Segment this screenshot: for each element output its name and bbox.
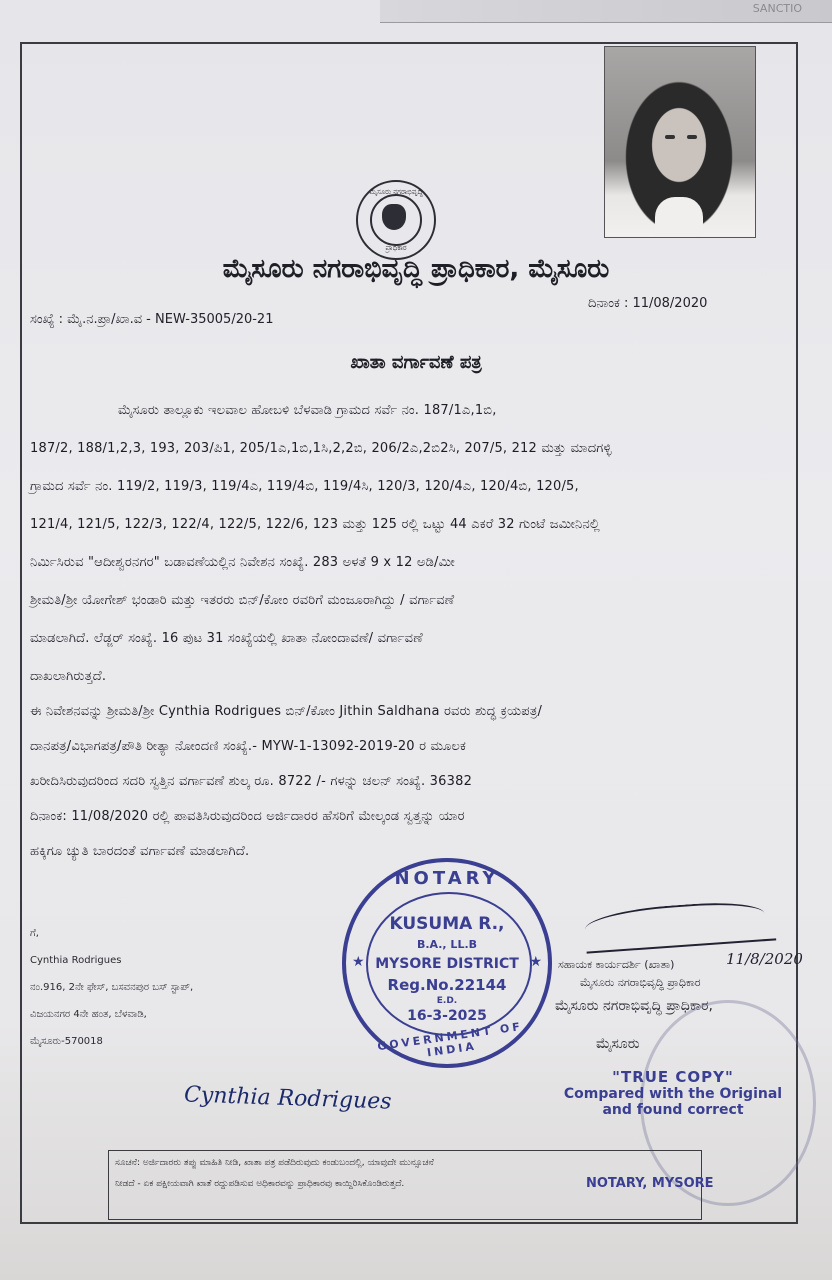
stamp-bottom-text: GOVERNMENT OF INDIA	[376, 1019, 524, 1060]
officer-city: ಮೈಸೂರು	[596, 1036, 640, 1052]
true-copy-title: "TRUE COPY"	[612, 1068, 734, 1086]
photo-eye	[687, 135, 697, 139]
notary-name: KUSUMA R.,	[389, 914, 505, 934]
applicant-photo	[604, 46, 756, 238]
applicant-address	[30, 920, 193, 1055]
paragraph-line: ಹಕ್ಕಿಗೂ ಚ್ಯುತಿ ಬಾರದಂತೆ ವರ್ಗಾವಣೆ ಮಾಡಲಾಗಿದೆ.	[30, 844, 250, 859]
applicant-signature: Cynthia Rodrigues	[183, 1082, 392, 1115]
paragraph-line: ಈ ನಿವೇಶನವನ್ನು ಶ್ರೀಮತಿ/ಶ್ರೀ Cynthia Rodrigues ಬಿನ್/ಕೋಂ Jithin Saldhana ರವರು ಶುದ್ಧ ಕ್ರಯಪತ್ರ/	[30, 704, 543, 719]
notary-district: MYSORE DISTRICT	[375, 956, 519, 972]
addressee-to: ಗೆ,	[30, 928, 39, 939]
paragraph-line: 187/2, 188/1,2,3, 193, 203/ಪಿ1, 205/1ಎ,1ಬಿ,1ಸಿ,2,2ಬಿ, 206/2ಎ,2ಬಿ2ಸಿ, 207/5, 212 ಮತ್ತು ಮಾದಗಳ್ಳಿ	[30, 441, 612, 456]
photo-eye	[665, 135, 675, 139]
seal-bottom-text: ಪ್ರಾಧಿಕಾರ	[385, 244, 407, 252]
notary-expiry: 16-3-2025	[407, 1008, 487, 1024]
signature-date: 11/8/2020	[726, 950, 803, 968]
true-copy-line: Compared with the Original	[563, 1086, 783, 1102]
paragraph-line: ದಾನಪತ್ರ/ವಿಭಾಗಪತ್ರ/ಪೌತಿ ರೀತ್ಯಾ ನೋಂದಣಿ ಸಂಖ್ಯೆ.- MYW-1-13092-2019-20 ರ ಮೂಲಕ	[30, 739, 467, 754]
officer-authority: ಮೈಸೂರು ನಗರಾಭಿವೃದ್ಧಿ ಪ್ರಾಧಿಕಾರ,	[555, 998, 713, 1014]
issue-date: ದಿನಾಂಕ : 11/08/2020	[588, 296, 708, 311]
address-line: ಮೈಸೂರು-570018	[30, 1036, 103, 1047]
photo-shoulder	[655, 197, 703, 237]
paragraph-line: 121/4, 121/5, 122/3, 122/4, 122/5, 122/6, 123 ಮತ್ತು 125 ರಲ್ಲಿ ಒಟ್ಟು 44 ಎಕರೆ 32 ಗುಂಟೆ ಜಮೀನಿನಲ್ಲಿ	[30, 517, 600, 532]
paragraph-line: ನಿರ್ಮಿಸಿರುವ "ಆದೀಶ್ವರನಗರ" ಬಡಾವಣೆಯಲ್ಲಿನ ನಿವೇಶನ ಸಂಖ್ಯೆ. 283 ಅಳತೆ 9 x 12 ಅಡಿ/ಮೀ	[30, 555, 455, 570]
applicant-name: Cynthia Rodrigues	[30, 955, 122, 966]
purchase-details-paragraph	[30, 694, 542, 869]
address-line: ನಂ.916, 2ನೇ ಫೇಸ್, ಬಸವನಪುರ ಬಸ್ ಸ್ಟಾಪ್,	[30, 982, 194, 993]
notary-degree: B.A., LL.B	[416, 938, 478, 951]
paragraph-line: ದಿನಾಂಕ: 11/08/2020 ರಲ್ಲಿ ಪಾವತಿಸಿರುವುದರಿಂದ ಅರ್ಜಿದಾರರ ಹೆಸರಿಗೆ ಮೇಲ್ಕಂಡ ಸ್ವತ್ತನ್ನು ಯಾರ	[30, 809, 465, 824]
officer-authority-stamp: ಮೈಸೂರು ನಗರಾಭಿವೃದ್ಧಿ ಪ್ರಾಧಿಕಾರ	[580, 976, 701, 989]
seal-top-text: ಮೈಸೂರು ನಗರಾಭಿವೃದ್ಧಿ	[369, 188, 423, 196]
notice-line: ನೀಡದೆ - ಏಕ ಪಕ್ಷೀಯವಾಗಿ ಖಾತೆ ರದ್ದುಪಡಿಸುವ ಅಧಿಕಾರವನ್ನು ಪ್ರಾಧಿಕಾರವು ಕಾಯ್ದಿರಿಸಿಕೊಂಡಿರುತ್ತದೆ.	[115, 1179, 405, 1189]
reference-number: ಸಂಖ್ಯೆ : ಮೈ.ನ.ಪ್ರಾ/ಖಾ.ವ - NEW-35005/20-21	[30, 312, 274, 327]
notary-mysore-stamp: NOTARY, MYSORE	[586, 1176, 714, 1191]
underlying-paper-strip	[380, 0, 832, 23]
officer-designation: ಸಹಾಯಕ ಕಾರ್ಯದರ್ಶಿ (ಖಾತಾ)	[558, 958, 675, 971]
paragraph-line: ಖರೀದಿಸಿರುವುದರಿಂದ ಸದರಿ ಸ್ವತ್ತಿನ ವರ್ಗಾವಣೆ ಶುಲ್ಕ ರೂ. 8722 /- ಗಳನ್ನು ಚಲನ್ ಸಂಖ್ಯೆ. 36382	[30, 774, 473, 789]
stamp-top-text: NOTARY	[394, 868, 500, 889]
notary-expiry-label: E.D.	[436, 996, 458, 1006]
star-icon: ★	[352, 954, 365, 970]
address-line: ವಿಜಯನಗರ 4ನೇ ಹಂತ, ಬೆಳವಾಡಿ,	[30, 1009, 147, 1020]
paragraph-line: ದಾಖಲಾಗಿರುತ್ತದೆ.	[30, 669, 107, 684]
document-subtitle: ಖಾತಾ ವರ್ಗಾವಣೆ ಪತ್ರ	[350, 352, 482, 373]
authority-seal-icon	[356, 180, 436, 260]
notary-stamp	[342, 858, 552, 1068]
notice-line: ಸೂಚನೆ: ಅರ್ಜಿದಾರರು ತಪ್ಪು ಮಾಹಿತಿ ನೀಡಿ, ಖಾತಾ ಪತ್ರ ಪಡೆದಿರುವುದು ಕಂಡುಬಂದಲ್ಲಿ, ಯಾವುದೇ ಮುನ್ಸೂಚನೆ	[115, 1158, 434, 1168]
true-copy-line: and found correct	[602, 1102, 744, 1118]
paragraph-line: ಶ್ರೀಮತಿ/ಶ್ರೀ ಯೋಗೇಶ್ ಭಂಡಾರಿ ಮತ್ತು ಇತರರು ಬಿನ್/ಕೋಂ ರವರಿಗೆ ಮಂಜೂರಾಗಿದ್ದು / ವರ್ಗಾವಣೆ	[30, 593, 455, 608]
transfer-details-paragraph	[30, 392, 612, 696]
star-icon: ★	[529, 954, 542, 970]
paragraph-line: ಮೈಸೂರು ತಾಲ್ಲೂಕು ಇಲವಾಲ ಹೋಬಳಿ ಬೆಳವಾಡಿ ಗ್ರಾಮದ ಸರ್ವೆ ನಂ. 187/1ಎ,1ಬಿ,	[118, 403, 497, 418]
notary-reg-no: Reg.No.22144	[387, 976, 507, 994]
gandaberunda-icon	[382, 204, 406, 230]
true-copy-stamp	[538, 1068, 808, 1118]
strip-text: SANCTIO	[752, 2, 802, 15]
page-title: ಮೈಸೂರು ನಗರಾಭಿವೃದ್ಧಿ ಪ್ರಾಧಿಕಾರ, ಮೈಸೂರು	[222, 254, 610, 284]
paragraph-line: ಮಾಡಲಾಗಿದೆ. ಲೆಡ್ಜರ್ ಸಂಖ್ಯೆ. 16 ಪುಟ 31 ಸಂಖ್ಯೆಯಲ್ಲಿ ಖಾತಾ ನೋಂದಾವಣೆ/ ವರ್ಗಾವಣೆ	[30, 631, 423, 646]
paragraph-line: ಗ್ರಾಮದ ಸರ್ವೆ ನಂ. 119/2, 119/3, 119/4ಎ, 119/4ಬಿ, 119/4ಸಿ, 120/3, 120/4ಎ, 120/4ಬಿ, 120/5,	[30, 479, 579, 494]
